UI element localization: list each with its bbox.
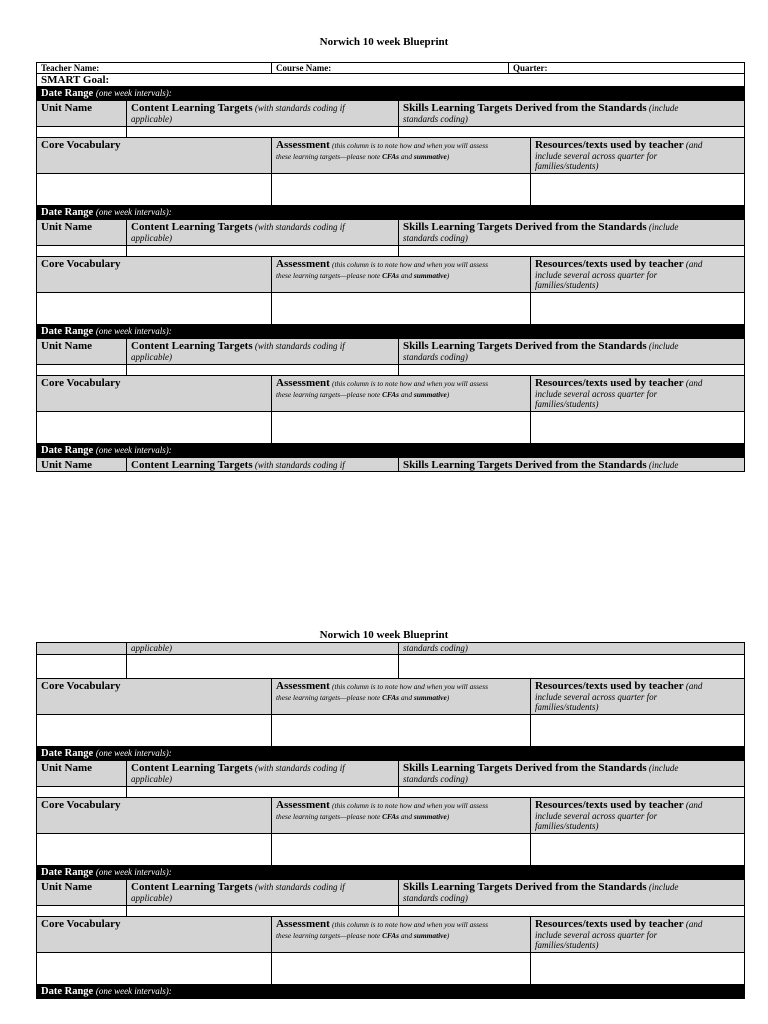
skills-targets-cell[interactable] <box>399 655 745 679</box>
resources-header: Resources/texts used by teacher (and include several across quarter for families/students) <box>531 679 745 715</box>
skills-targets-header: Skills Learning Targets Derived from the Standards (include standards coding) <box>399 101 745 127</box>
core-vocab-cell[interactable] <box>37 174 272 206</box>
resources-cell[interactable] <box>531 953 745 985</box>
resources-header: Resources/texts used by teacher (and include several across quarter for families/students) <box>531 138 745 174</box>
content-targets-header: Content Learning Targets (with standards coding if applicable) <box>127 101 399 127</box>
skills-targets-header: Skills Learning Targets Derived from the Standards (include standards coding) <box>399 761 745 787</box>
content-targets-cell[interactable] <box>127 655 399 679</box>
skills-targets-header: Skills Learning Targets Derived from the Standards (include standards coding) <box>399 880 745 906</box>
assessment-header: Assessment (this column is to note how and when you will assess these learning targets—please note CFAs and summative) <box>272 138 531 174</box>
skills-targets-header-cont: standards coding) <box>399 643 745 655</box>
core-vocab-header: Core Vocabulary <box>37 798 272 834</box>
date-range-bar: Date Range (one week intervals): <box>37 985 745 999</box>
core-vocab-cell[interactable] <box>37 834 272 866</box>
content-targets-header: Content Learning Targets (with standards coding if applicable) <box>127 761 399 787</box>
resources-cell[interactable] <box>531 174 745 206</box>
unit-name-cell[interactable] <box>37 365 127 376</box>
assessment-header: Assessment (this column is to note how and when you will assess these learning targets—please note CFAs and summative) <box>272 917 531 953</box>
date-range-bar: Date Range (one week intervals): <box>37 747 745 761</box>
unit-name-cell[interactable] <box>37 655 127 679</box>
core-vocab-cell[interactable] <box>37 953 272 985</box>
unit-name-cell[interactable] <box>37 127 127 138</box>
core-vocab-header: Core Vocabulary <box>37 917 272 953</box>
assessment-cell[interactable] <box>272 293 531 325</box>
skills-targets-cell[interactable] <box>399 365 745 376</box>
skills-targets-cell[interactable] <box>399 246 745 257</box>
core-vocab-header: Core Vocabulary <box>37 138 272 174</box>
unit-name-header: Unit Name <box>37 339 127 365</box>
smart-goal-label: SMART Goal: <box>41 74 110 86</box>
content-targets-header: Content Learning Targets (with standards coding if applicable) <box>127 339 399 365</box>
course-name-label: Course Name: <box>276 63 332 73</box>
skills-targets-cell[interactable] <box>399 906 745 917</box>
content-targets-cell[interactable] <box>127 906 399 917</box>
blueprint-table-page-2 <box>36 642 745 999</box>
skills-targets-header: Skills Learning Targets Derived from the Standards (include standards coding) <box>399 339 745 365</box>
core-vocab-header: Core Vocabulary <box>37 679 272 715</box>
assessment-header: Assessment (this column is to note how and when you will assess these learning targets—please note CFAs and summative) <box>272 257 531 293</box>
resources-header: Resources/texts used by teacher (and include several across quarter for families/students) <box>531 257 745 293</box>
content-targets-header: Content Learning Targets (with standards coding if applicable) <box>127 220 399 246</box>
resources-cell[interactable] <box>531 834 745 866</box>
core-vocab-cell[interactable] <box>37 715 272 747</box>
quarter-label: Quarter: <box>513 63 548 73</box>
assessment-header: Assessment (this column is to note how and when you will assess these learning targets—please note CFAs and summative) <box>272 376 531 412</box>
skills-targets-cell[interactable] <box>399 787 745 798</box>
content-targets-header: Content Learning Targets (with standards coding if <box>127 458 399 472</box>
assessment-cell[interactable] <box>272 715 531 747</box>
assessment-cell[interactable] <box>272 174 531 206</box>
core-vocab-header: Core Vocabulary <box>37 257 272 293</box>
document-title: Norwich 10 week Blueprint <box>319 36 449 48</box>
unit-name-header: Unit Name <box>37 458 127 472</box>
unit-name-header: Unit Name <box>37 761 127 787</box>
assessment-header: Assessment (this column is to note how and when you will assess these learning targets—please note CFAs and summative) <box>272 798 531 834</box>
skills-targets-header: Skills Learning Targets Derived from the Standards (include standards coding) <box>399 220 745 246</box>
date-range-label: Date Range <box>41 88 94 99</box>
date-range-bar: Date Range (one week intervals): <box>37 444 745 458</box>
content-targets-cell[interactable] <box>127 787 399 798</box>
content-targets-cell[interactable] <box>127 365 399 376</box>
unit-name-cell[interactable] <box>37 246 127 257</box>
resources-cell[interactable] <box>531 715 745 747</box>
assessment-header: Assessment (this column is to note how and when you will assess these learning targets—please note CFAs and summative) <box>272 679 531 715</box>
core-vocab-cell[interactable] <box>37 293 272 325</box>
unit-name-cell[interactable] <box>37 906 127 917</box>
date-range-bar: Date Range (one week intervals): <box>37 325 745 339</box>
unit-name-header-cont <box>37 643 127 655</box>
skills-targets-cell[interactable] <box>399 127 745 138</box>
resources-header: Resources/texts used by teacher (and include several across quarter for families/students) <box>531 798 745 834</box>
resources-cell[interactable] <box>531 293 745 325</box>
content-targets-cell[interactable] <box>127 127 399 138</box>
content-targets-header: Content Learning Targets (with standards coding if applicable) <box>127 880 399 906</box>
resources-header: Resources/texts used by teacher (and include several across quarter for families/students) <box>531 376 745 412</box>
date-range-bar: Date Range (one week intervals): <box>37 866 745 880</box>
unit-name-cell[interactable] <box>37 787 127 798</box>
assessment-cell[interactable] <box>272 953 531 985</box>
course-name-field[interactable] <box>272 63 509 74</box>
teacher-name-field[interactable] <box>37 63 272 74</box>
quarter-field[interactable] <box>509 63 745 74</box>
smart-goal-field[interactable] <box>37 74 745 87</box>
skills-targets-header: Skills Learning Targets Derived from the Standards (include <box>399 458 745 472</box>
assessment-cell[interactable] <box>272 412 531 444</box>
assessment-cell[interactable] <box>272 834 531 866</box>
resources-header: Resources/texts used by teacher (and include several across quarter for families/students) <box>531 917 745 953</box>
core-vocab-header: Core Vocabulary <box>37 376 272 412</box>
resources-cell[interactable] <box>531 412 745 444</box>
date-range-note: (one week intervals): <box>95 88 172 98</box>
document-title: Norwich 10 week Blueprint <box>319 629 449 641</box>
core-vocab-cell[interactable] <box>37 412 272 444</box>
date-range-bar: Date Range (one week intervals): <box>37 206 745 220</box>
blueprint-table-page-1 <box>36 62 745 472</box>
unit-name-header: Unit Name <box>37 880 127 906</box>
teacher-name-label: Teacher Name: <box>41 63 100 73</box>
content-targets-header-cont: applicable) <box>127 643 399 655</box>
date-range-bar <box>37 87 745 101</box>
unit-name-header: Unit Name <box>37 101 127 127</box>
unit-name-header: Unit Name <box>37 220 127 246</box>
content-targets-cell[interactable] <box>127 246 399 257</box>
